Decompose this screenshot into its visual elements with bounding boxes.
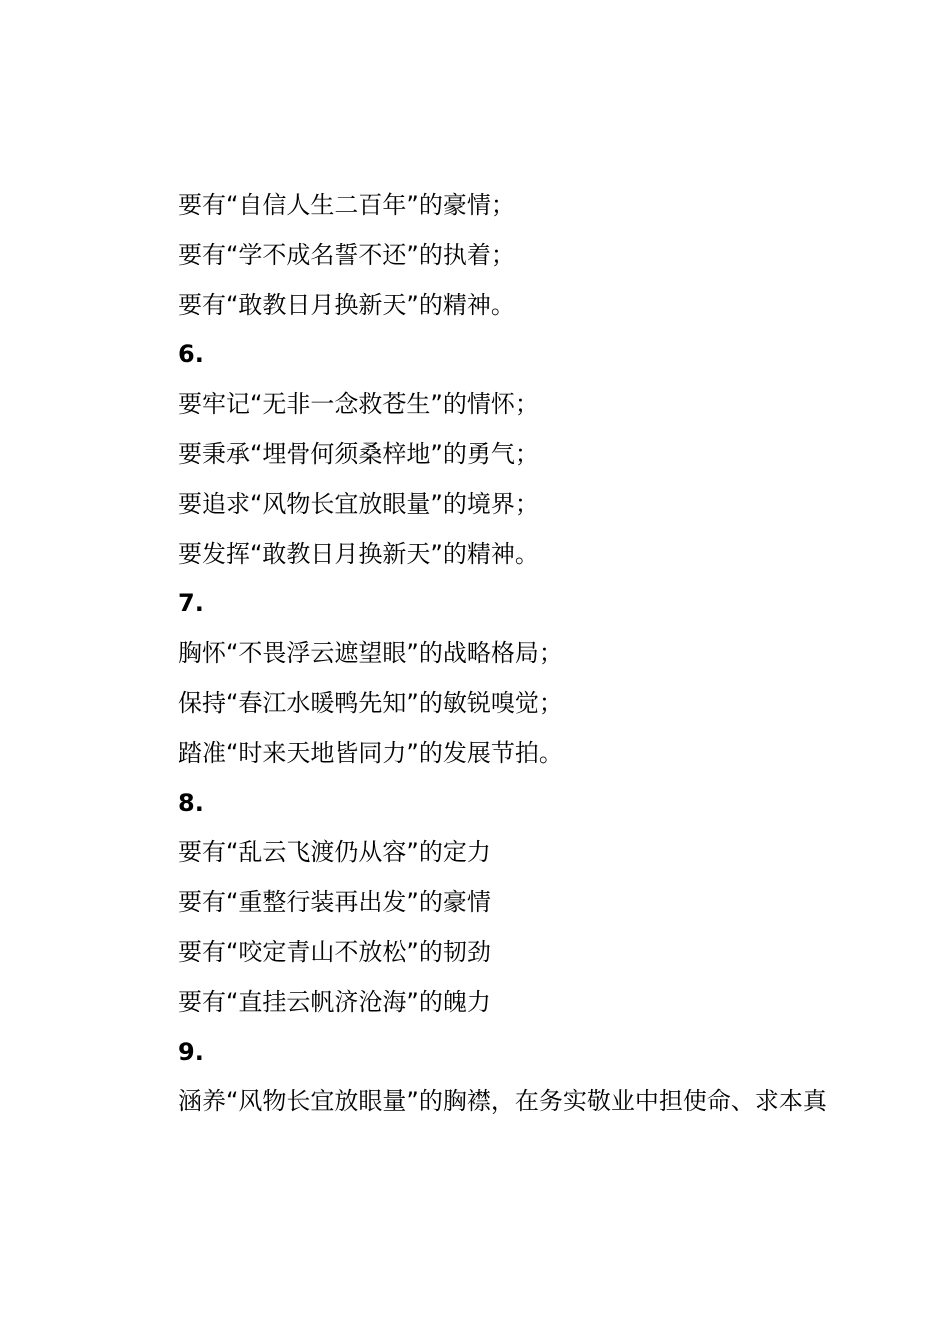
- text-line: 保持“春江水暖鸭先知”的敏锐嗅觉；: [178, 688, 563, 717]
- text-line: 要有“自信人生二百年”的豪情；: [178, 191, 515, 219]
- text-line: 要追求“风物长宜放眼量”的境界；: [178, 489, 539, 518]
- text-line: 要有“敢教日月换新天”的精神。: [178, 290, 515, 319]
- text-line: 胸怀“不畏浮云遮望眼”的战略格局；: [178, 639, 563, 668]
- text-line: 要有“学不成名誓不还”的执着；: [178, 240, 515, 269]
- text-line: 要有“直挂云帆济沧海”的魄力: [178, 987, 491, 1016]
- section-number-7: 7.: [178, 589, 204, 618]
- section-number-8: 8.: [178, 788, 204, 817]
- section-number-6: 6.: [178, 340, 204, 369]
- text-line: 踏准“时来天地皆同力”的发展节拍。: [178, 738, 563, 767]
- text-line: 要有“重整行装再出发”的豪情: [178, 888, 491, 917]
- document-body: [128, 181, 828, 1127]
- text-line: 要有“乱云飞渡仍从容”的定力: [178, 838, 491, 867]
- text-line: 要秉承“埋骨何须桑梓地”的勇气；: [178, 439, 539, 468]
- section-number-9: 9.: [178, 1037, 204, 1066]
- text-line: 要发挥“敢教日月换新天”的精神。: [178, 539, 539, 568]
- text-line: 要牢记“无非一念救苍生”的情怀；: [178, 390, 539, 419]
- paragraph-9: 涵养“风物长宜放眼量”的胸襟，在务实敬业中担使命、求本真: [178, 1087, 827, 1116]
- text-line: 要有“咬定青山不放松”的韧劲: [178, 937, 491, 966]
